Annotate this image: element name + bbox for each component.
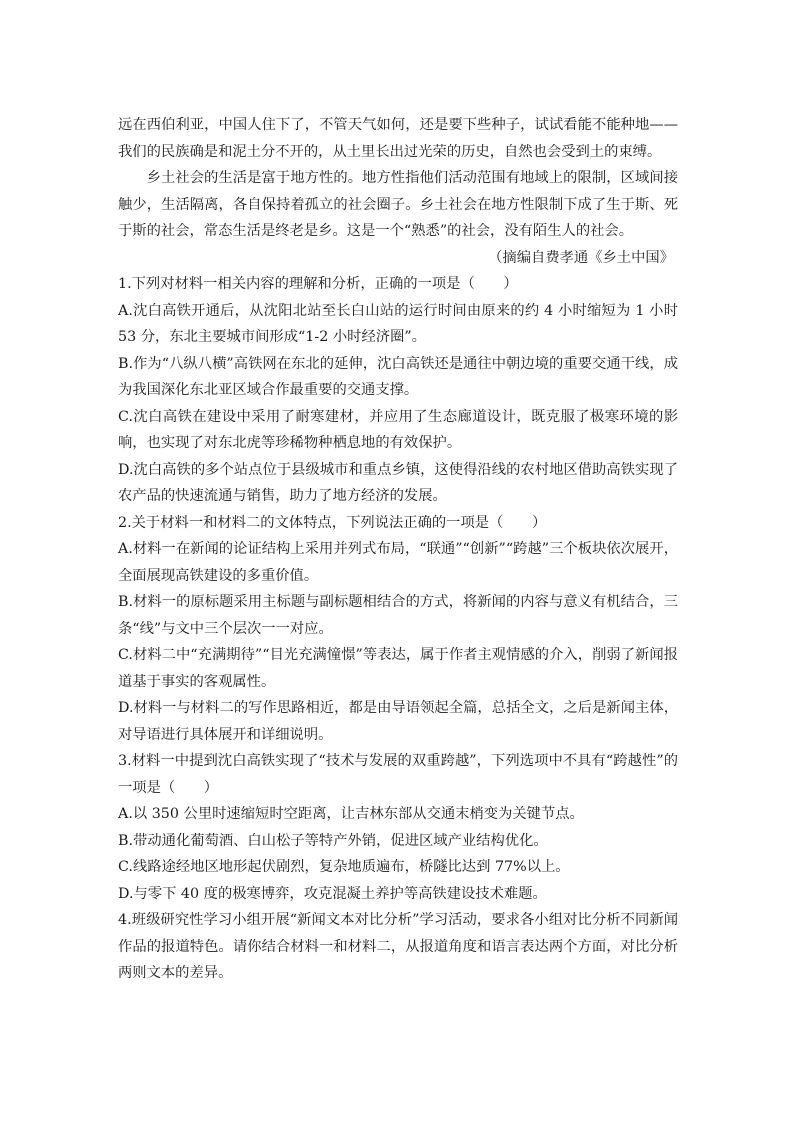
question-3-option-d: D.与零下 40 度的极寒博弈，攻克混凝土养护等高铁建设技术难题。 — [118, 885, 547, 902]
question-4 — [118, 907, 678, 987]
question-2-option-a: A.材料一在新闻的论证结构上采用并列式布局，“联通”“创新”“跨越”三个板块依次展开，全面展现高铁建设的多重价值。 — [118, 541, 678, 584]
question-3-option-a: A.以 350 公里时速缩短时空距离，让吉林东部从交通末梢变为关键节点。 — [118, 806, 584, 822]
question-1-stem: 1.下列对材料一相关内容的理解和分析，正确的一项是（ ） — [118, 276, 518, 292]
question-2-option-d: D.材料一与材料二的写作思路相近，都是由导语领起全篇，总括全文，之后是新闻主体，对导语进行具体展开和详细说明。 — [118, 700, 678, 743]
question-1-option-a: A.沈白高铁开通后，从沈阳北站至长白山站的运行时间由原来的约 4 小时缩短为 1 小时 53 分，东北主要城市间形成“1-2 小时经济圈”。 — [118, 302, 678, 345]
question-3-option-c: C.线路途经地区地形起伏剧烈，复杂地质遍布，桥隧比达到 77%以上。 — [118, 859, 570, 875]
question-3-stem: 3.材料一中提到沈白高铁实现了“技术与发展的双重跨越”，下列选项中不具有“跨越性”的一项是（ ） — [118, 753, 678, 796]
passage-paragraph-2: 乡土社会的生活是富于地方性的。地方性指他们活动范围有地域上的限制，区域间接触少，生活隔离，各自保持着孤立的社会圈子。乡土社会在地方性限制下成了生于斯、死于斯的社会，常态生活是终老是乡。这是一个“熟悉”的社会，没有陌生人的社会。 — [118, 170, 678, 239]
question-3-option-b: B.带动通化葡萄酒、白山松子等特产外销，促进区域产业结构优化。 — [118, 832, 548, 849]
question-2-option-c: C.材料二中“充满期待”“目光充满憧憬”等表达，属于作者主观情感的介入，削弱了新闻报道基于事实的客观属性。 — [118, 647, 678, 690]
question-3 — [118, 748, 678, 907]
question-1 — [118, 271, 678, 510]
question-1-option-b: B.作为“八纵八横”高铁网在东北的延伸，沈白高铁还是通往中朝边境的重要交通干线，成为我国深化东北亚区域合作最重要的交通支撑。 — [118, 355, 678, 398]
question-2-stem: 2.关于材料一和材料二的文体特点，下列说法正确的一项是（ ） — [118, 514, 547, 531]
question-1-option-c: C.沈白高铁在建设中采用了耐寒建材，并应用了生态廊道设计，既克服了极寒环境的影响，也实现了对东北虎等珍稀物种栖息地的有效保护。 — [118, 408, 678, 451]
question-2 — [118, 510, 678, 749]
passage-source: （摘编自费孝通《乡土中国》 — [488, 249, 674, 266]
passage-paragraph-1: 远在西伯利亚，中国人住下了，不管天气如何，还是要下些种子，试试看能不能种地——我们的民族确是和泥土分不开的，从土里长出过光荣的历史，自然也会受到土的束缚。 — [118, 117, 678, 160]
document-page — [118, 112, 678, 987]
question-1-option-d: D.沈白高铁的多个站点位于县级城市和重点乡镇，这使得沿线的农村地区借助高铁实现了农产品的快速流通与销售，助力了地方经济的发展。 — [118, 461, 678, 504]
question-4-stem: 4.班级研究性学习小组开展“新闻文本对比分析”学习活动，要求各小组对比分析不同新闻作品的报道特色。请你结合材料一和材料二，从报道角度和语言表达两个方面，对比分析两则文本的差异。 — [118, 912, 678, 981]
question-2-option-b: B.材料一的原标题采用主标题与副标题相结合的方式，将新闻的内容与意义有机结合，三条“线”与文中三个层次一一对应。 — [118, 594, 678, 637]
